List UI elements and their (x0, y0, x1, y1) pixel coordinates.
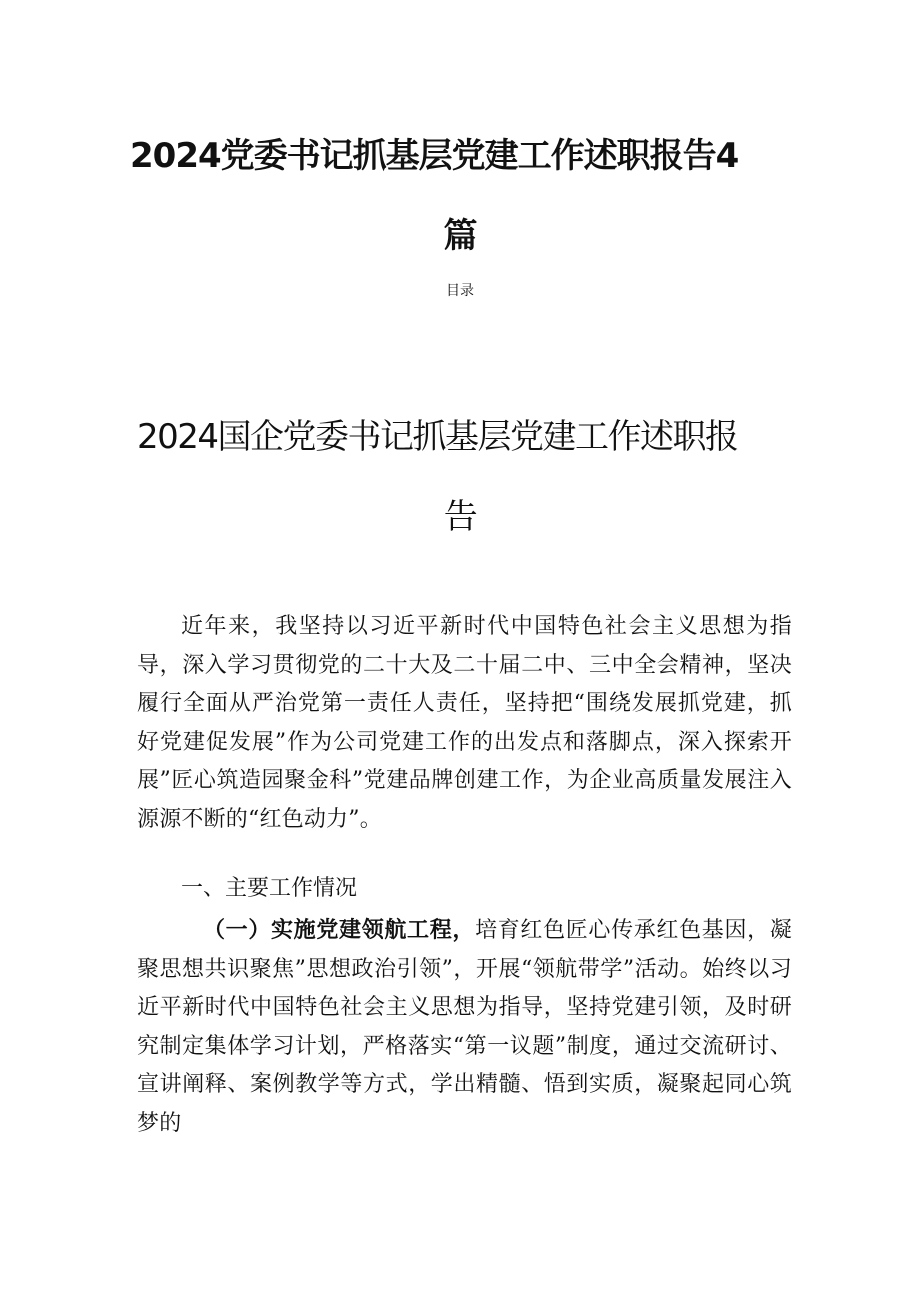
table-of-contents-label: 目录 (446, 283, 474, 299)
section-heading-main-work: 一、主要工作情况 (181, 876, 358, 901)
subsection-body: 培育红色匠心传承红色基因，凝聚思想共识聚焦”思想政治引领”，开展“领航带学”活动。始终以习近平新时代中国特色社会主义思想为指导，坚持党建引领，及时研究制定集体学习计划，严格落实“第一议题”制度，通过交流研讨、宣讲阐释、案例教学等方式，学出精髓、悟到实质，凝聚起同心筑梦的 (137, 918, 792, 1136)
subsection-lead: （一）实施党建领航工程， (203, 918, 476, 943)
document-title-line2: 篇 (443, 216, 477, 256)
report-title-line2: 告 (443, 497, 477, 537)
document-title-line1: 2024党委书记抓基层党建工作述职报告4 (130, 136, 739, 176)
intro-paragraph: 近年来，我坚持以习近平新时代中国特色社会主义思想为指导，深入学习贯彻党的二十大及二十届二中、三中全会精神，坚决履行全面从严治党第一责任人责任，坚持把“围绕发展抓党建，抓好党建促发展”作为公司党建工作的出发点和落脚点，深入探索开展”匠心筑造园聚金科”党建品牌创建工作，为企业高质量发展注入源源不断的“红色动力”。 (137, 614, 792, 832)
report-title-line1: 2024国企党委书记抓基层党建工作述职报 (137, 417, 738, 457)
subsection-paragraph-1 (137, 912, 792, 1142)
